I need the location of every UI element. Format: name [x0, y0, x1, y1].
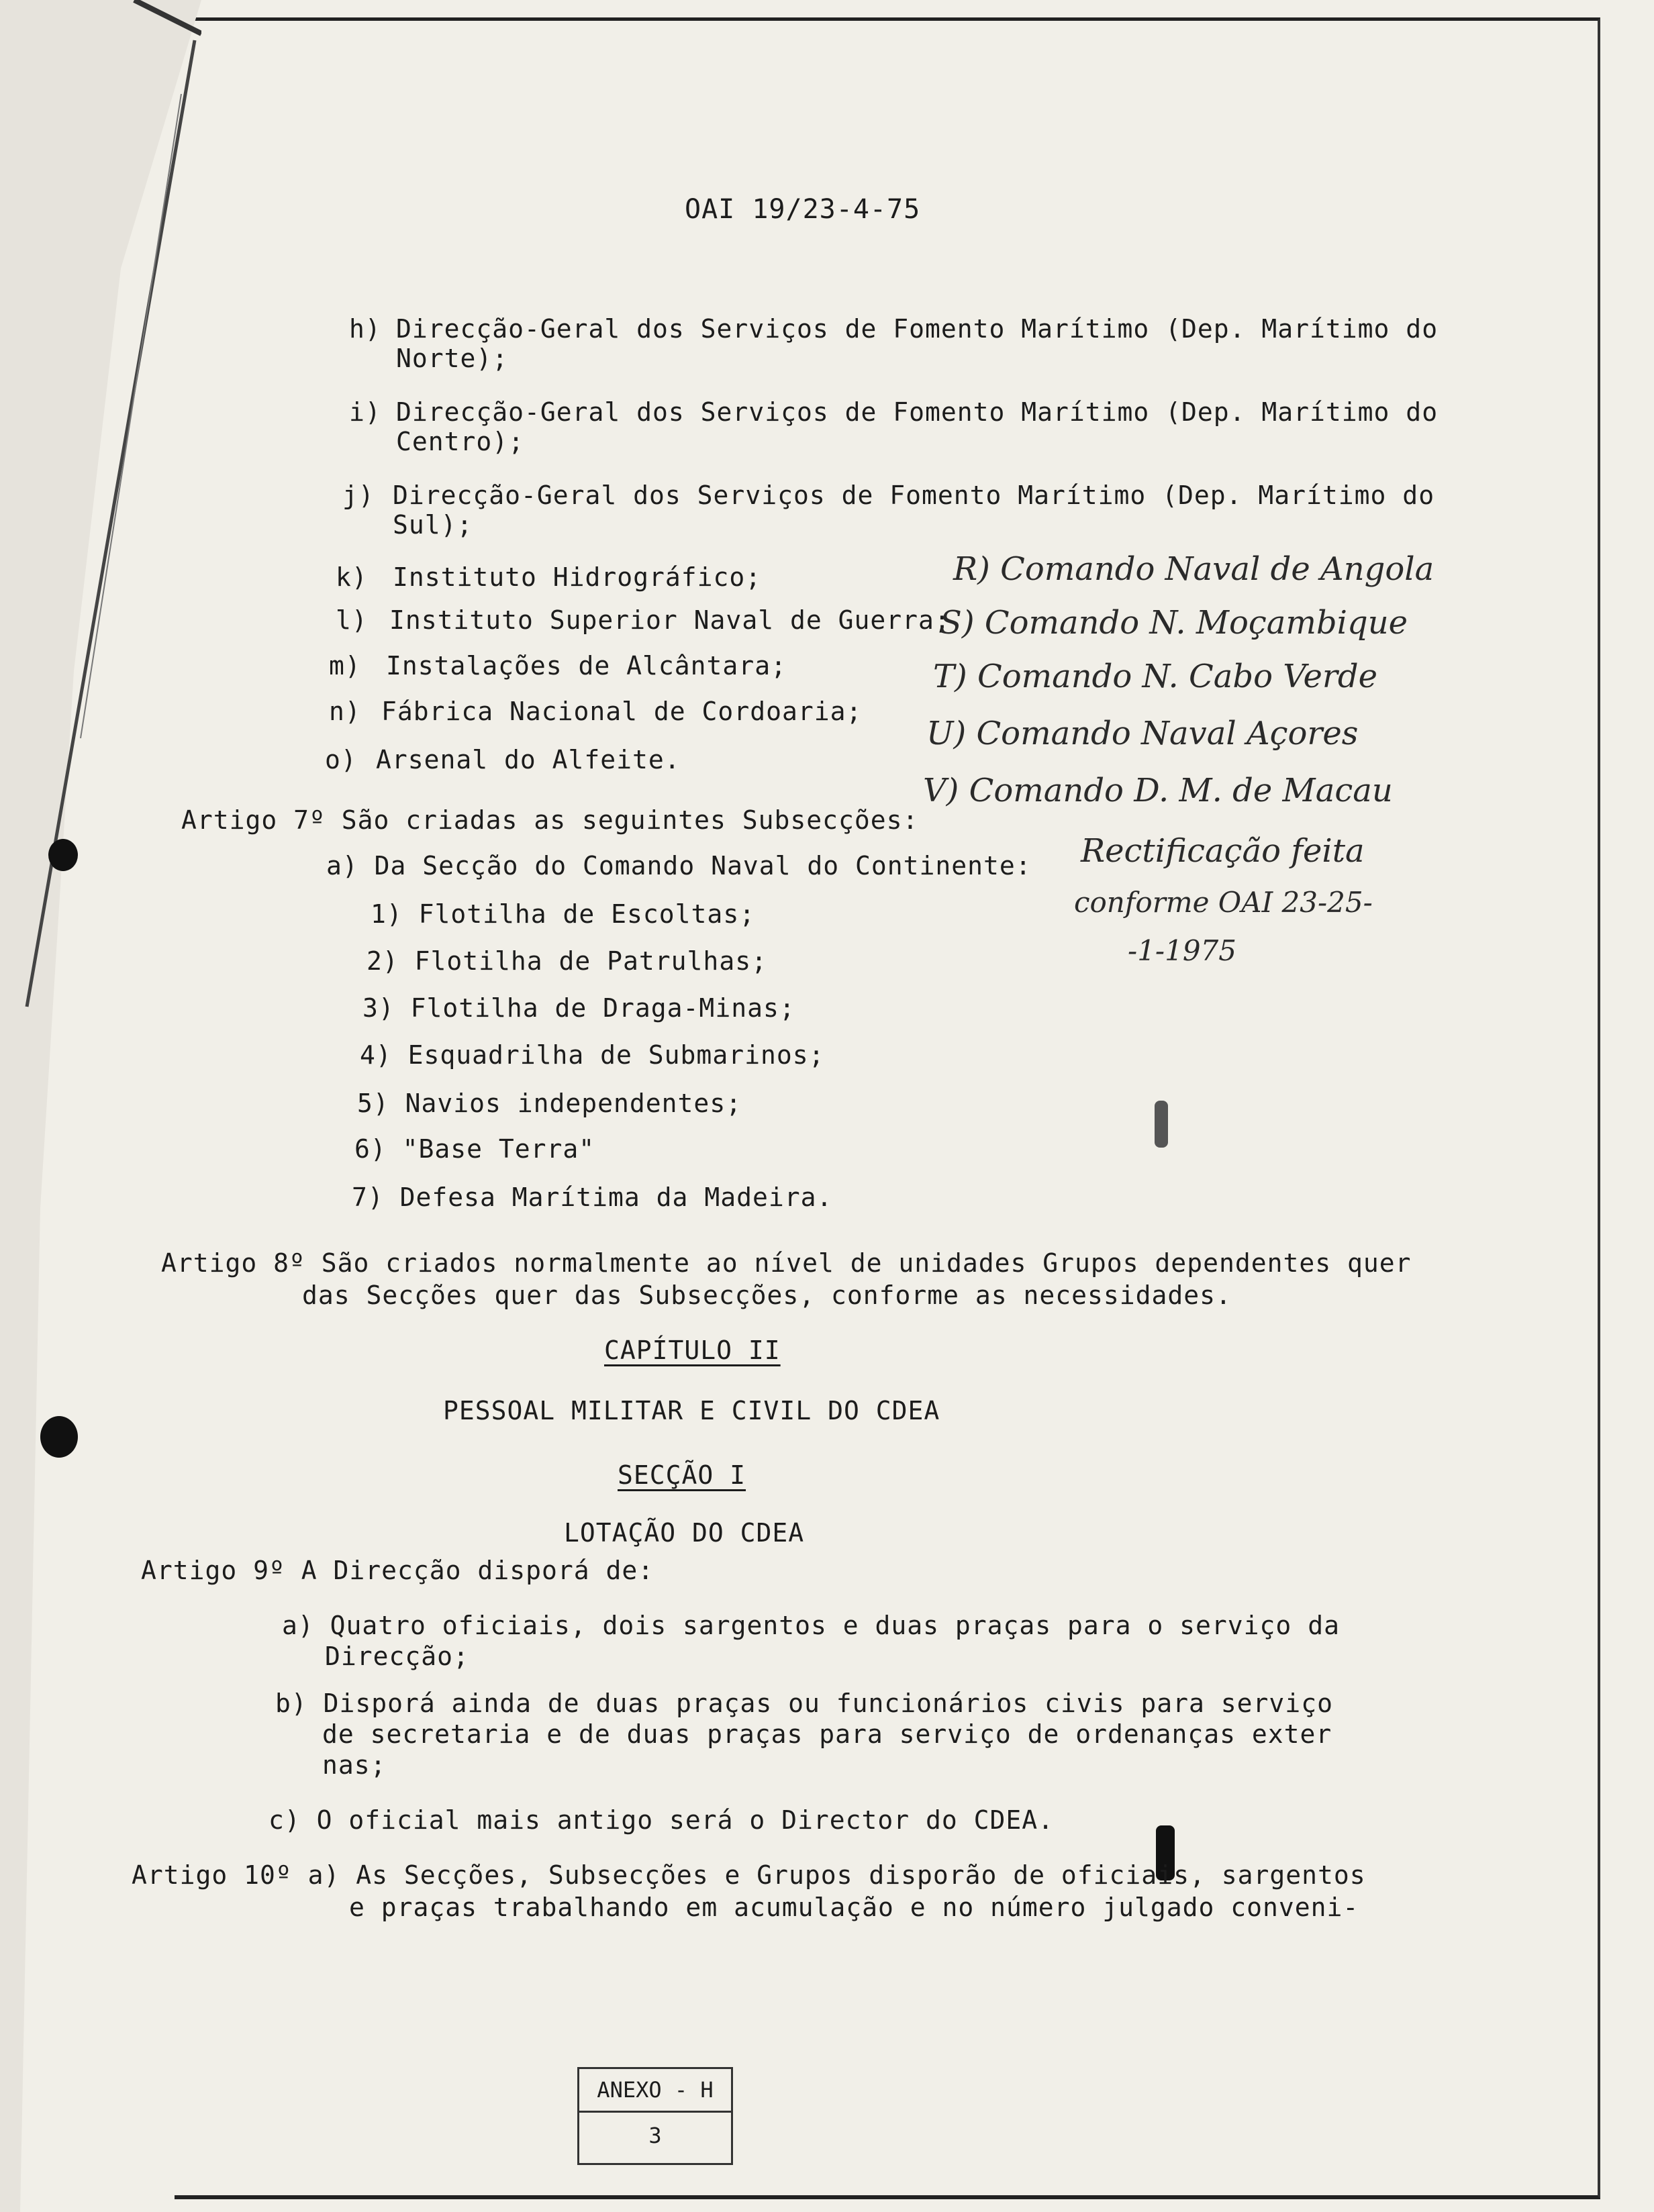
item-m-text: Instalações de Alcântara;: [386, 651, 787, 681]
item-h-text-cont: Norte);: [396, 344, 509, 373]
artigo-10-line-1: Artigo 10º a) As Secções, Subsecções e Grupos disporão de oficiais, sargentos: [132, 1860, 1366, 1890]
item-i-letter: i): [349, 397, 381, 427]
item-j-letter: j): [342, 481, 375, 510]
artigo-7-item-4: 4) Esquadrilha de Submarinos;: [360, 1040, 825, 1070]
capitulo-title: CAPÍTULO II: [604, 1336, 781, 1365]
document-reference: OAI 19/23-4-75: [685, 194, 921, 225]
item-i-text: Direcção-Geral dos Serviços de Fomento Marítimo (Dep. Marítimo do: [396, 397, 1439, 427]
handwritten-v: V) Comando D. M. de Macau: [923, 772, 1393, 809]
item-l-letter: l): [336, 605, 368, 635]
artigo-9-b-line-3: nas;: [322, 1750, 387, 1780]
punch-hole-top: [48, 839, 78, 871]
artigo-10-line-2: e praças trabalhando em acumulação e no número julgado conveni-: [349, 1893, 1359, 1922]
item-j-text: Direcção-Geral dos Serviços de Fomento Marítimo (Dep. Marítimo do: [393, 481, 1435, 510]
artigo-9-a-line-1: a) Quatro oficiais, dois sargentos e duas praças para o serviço da: [282, 1611, 1340, 1640]
artigo-9-c-line-1: c) O oficial mais antigo será o Director do CDEA.: [269, 1805, 1055, 1835]
item-k-letter: k): [336, 562, 368, 592]
item-i-text-cont: Centro);: [396, 427, 525, 456]
artigo-8-line-1: Artigo 8º São criados normalmente ao nível de unidades Grupos dependentes quer: [161, 1248, 1412, 1278]
ink-smudge: [1155, 1101, 1168, 1148]
handwritten-s: S) Comando N. Moçambique: [940, 604, 1408, 642]
handwritten-r: R) Comando Naval de Angola: [953, 550, 1434, 588]
item-o-text: Arsenal do Alfeite.: [376, 745, 681, 774]
item-l-text: Instituto Superior Naval de Guerra;: [389, 605, 951, 635]
artigo-8-line-2: das Secções quer das Subsecções, conforme as necessidades.: [302, 1280, 1232, 1310]
lotacao-title: LOTAÇÃO DO CDEA: [564, 1518, 805, 1548]
artigo-7-intro: Artigo 7º São criadas as seguintes Subsecções:: [181, 805, 919, 835]
item-h-text: Direcção-Geral dos Serviços de Fomento Marítimo (Dep. Marítimo do: [396, 314, 1439, 344]
item-m-letter: m): [329, 651, 361, 681]
annex-box: [577, 2067, 733, 2165]
handwritten-t: T) Comando N. Cabo Verde: [933, 658, 1377, 695]
item-n-letter: n): [329, 697, 361, 726]
artigo-9-intro: Artigo 9º A Direcção disporá de:: [141, 1556, 654, 1585]
artigo-7-item-2: 2) Flotilha de Patrulhas;: [367, 946, 767, 976]
handwritten-note-1: Rectificação feita: [1081, 832, 1365, 870]
handwritten-u: U) Comando Naval Açores: [926, 715, 1359, 752]
annex-label: ANEXO - H: [597, 2077, 714, 2103]
item-n-text: Fábrica Nacional de Cordoaria;: [381, 697, 863, 726]
annex-page-number: 3: [648, 2123, 662, 2148]
seccao-title: SECÇÃO I: [618, 1460, 746, 1490]
artigo-7-item-7: 7) Defesa Marítima da Madeira.: [352, 1183, 833, 1212]
artigo-7-item-5: 5) Navios independentes;: [357, 1089, 742, 1118]
punch-hole-bottom: [40, 1416, 78, 1458]
item-j-text-cont: Sul);: [393, 510, 473, 540]
artigo-7-item-6: 6) "Base Terra": [354, 1134, 595, 1164]
annex-divider: [579, 2111, 731, 2113]
artigo-9-a-line-2: Direcção;: [325, 1642, 469, 1671]
handwritten-note-2: conforme OAI 23-25-: [1074, 886, 1373, 919]
item-h-letter: h): [349, 314, 381, 344]
item-k-text: Instituto Hidrográfico;: [393, 562, 762, 592]
artigo-9-b-line-2: de secretaria e de duas praças para serviço de ordenanças exter: [322, 1719, 1332, 1749]
artigo-7-item-3: 3) Flotilha de Draga-Minas;: [362, 993, 795, 1023]
item-o-letter: o): [325, 745, 357, 774]
capitulo-subtitle: PESSOAL MILITAR E CIVIL DO CDEA: [443, 1396, 940, 1425]
handwritten-note-3: -1-1975: [1128, 934, 1236, 967]
artigo-7-sub-a: a) Da Secção do Comando Naval do Continente:: [326, 851, 1032, 881]
artigo-9-b-line-1: b) Disporá ainda de duas praças ou funcionários civis para serviço: [275, 1689, 1333, 1718]
artigo-7-item-1: 1) Flotilha de Escoltas;: [371, 899, 756, 929]
